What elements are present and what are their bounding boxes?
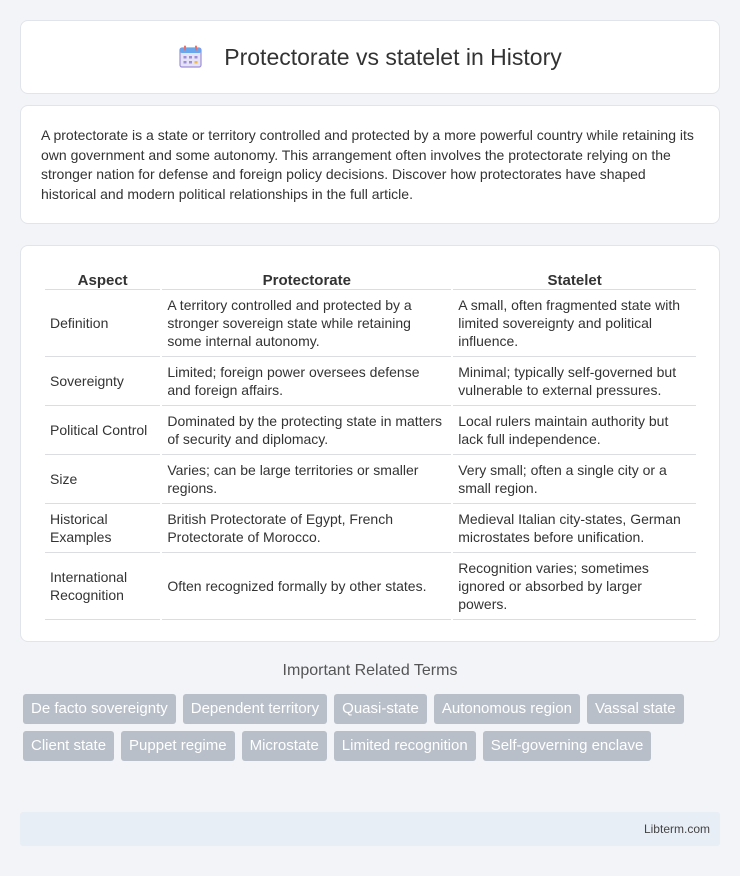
related-term-tag[interactable]: Autonomous region [434, 694, 580, 724]
aspect-cell: Political Control [45, 406, 160, 455]
table-row [45, 406, 696, 455]
header-aspect: Aspect [45, 266, 160, 290]
table-row [45, 290, 696, 357]
related-term-tag[interactable]: Microstate [242, 731, 327, 761]
statelet-cell: Recognition varies; sometimes ignored or absorbed by larger powers. [453, 553, 696, 620]
related-term-tag[interactable]: Puppet regime [121, 731, 235, 761]
aspect-cell: Size [45, 455, 160, 504]
related-term-tag[interactable]: De facto sovereignty [23, 694, 176, 724]
aspect-cell: Historical Examples [45, 504, 160, 553]
statelet-cell: A small, often fragmented state with limited sovereignty and political influence. [453, 290, 696, 357]
related-term-tag[interactable]: Self-governing enclave [483, 731, 652, 761]
related-term-tag[interactable]: Client state [23, 731, 114, 761]
intro-text: A protectorate is a state or territory controlled and protected by a more powerful country while retaining its own government and some autonomy. This arrangement often involves the protectorate relying on the stronger nation for defense and foreign policy decisions. Discover how protectorates have shaped historical and modern political relationships in the full article. [41, 127, 694, 202]
calendar-icon [178, 44, 204, 70]
comparison-table [43, 266, 698, 620]
statelet-cell: Very small; often a single city or a small region. [453, 455, 696, 504]
table-row [45, 357, 696, 406]
comparison-table-card [20, 245, 720, 642]
aspect-cell: Sovereignty [45, 357, 160, 406]
table-row [45, 455, 696, 504]
title-wrap [178, 44, 561, 71]
related-terms-title: Important Related Terms [282, 662, 458, 679]
intro-card [20, 105, 720, 224]
header-card [20, 20, 720, 94]
related-terms-tags [23, 694, 723, 761]
protectorate-cell: Often recognized formally by other states. [162, 553, 451, 620]
related-term-tag[interactable]: Dependent territory [183, 694, 327, 724]
protectorate-cell: Varies; can be large territories or smaller regions. [162, 455, 451, 504]
header-protectorate: Protectorate [162, 266, 451, 290]
footer [20, 812, 720, 846]
page-title: Protectorate vs statelet in History [224, 43, 562, 70]
related-term-tag[interactable]: Limited recognition [334, 731, 476, 761]
protectorate-cell: Dominated by the protecting state in matters of security and diplomacy. [162, 406, 451, 455]
table-row [45, 504, 696, 553]
protectorate-cell: A territory controlled and protected by a stronger sovereign state while retaining some internal autonomy. [162, 290, 451, 357]
footer-site-link[interactable]: Libterm.com [643, 822, 710, 836]
statelet-cell: Medieval Italian city-states, German microstates before unification. [453, 504, 696, 553]
table-row [45, 553, 696, 620]
protectorate-cell: Limited; foreign power oversees defense and foreign affairs. [162, 357, 451, 406]
statelet-cell: Local rulers maintain authority but lack full independence. [453, 406, 696, 455]
protectorate-cell: British Protectorate of Egypt, French Protectorate of Morocco. [162, 504, 451, 553]
related-term-tag[interactable]: Quasi-state [334, 694, 427, 724]
aspect-cell: International Recognition [45, 553, 160, 620]
aspect-cell: Definition [45, 290, 160, 357]
statelet-cell: Minimal; typically self-governed but vulnerable to external pressures. [453, 357, 696, 406]
table-header-row [45, 266, 696, 290]
header-statelet: Statelet [453, 266, 696, 290]
related-term-tag[interactable]: Vassal state [587, 694, 684, 724]
